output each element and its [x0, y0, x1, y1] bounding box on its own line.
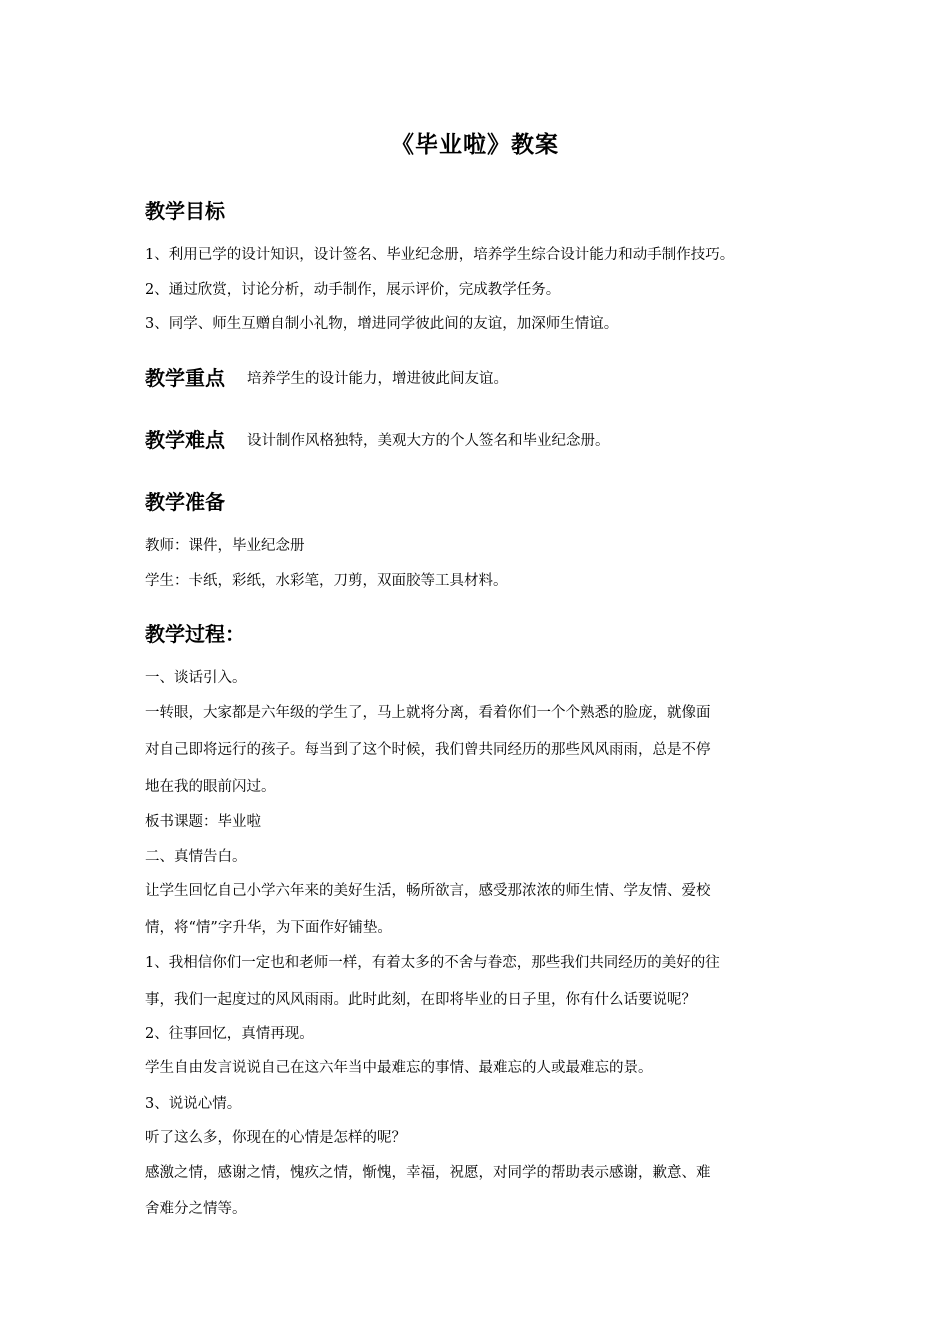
process-line: 感激之情，感谢之情，愧疚之情，惭愧，幸福，祝愿，对同学的帮助表示感谢，歉意、难	[145, 1165, 711, 1181]
process-line: 3、说说心情。	[145, 1096, 242, 1112]
process-line: 情，将“情”字升华，为下面作好铺垫。	[145, 920, 392, 936]
process-line: 让学生回忆自己小学六年来的美好生活，畅所欲言，感受那浓浓的师生情、学友情、爱校	[145, 883, 711, 899]
process-line: 对自己即将远行的孩子。每当到了这个时候，我们曾共同经历的那些风风雨雨，总是不停	[145, 742, 711, 758]
difficulty-row	[145, 424, 610, 453]
process-line: 听了这么多，你现在的心情是怎样的呢？	[145, 1130, 406, 1146]
document-title: 《毕业啦》教案	[391, 132, 559, 158]
process-heading: 教学过程：	[145, 622, 245, 646]
process-line: 学生自由发言说说自己在这六年当中最难忘的事情、最难忘的人或最难忘的景。	[145, 1060, 653, 1076]
difficulty-text: 设计制作风格独特，美观大方的个人签名和毕业纪念册。	[247, 433, 610, 449]
process-line: 1、我相信你们一定也和老师一样，有着太多的不舍与眷恋，那些我们共同经历的美好的往	[145, 955, 720, 971]
process-line: 板书课题：毕业啦	[145, 814, 261, 830]
process-line: 地在我的眼前闪过。	[145, 779, 276, 795]
process-line: 二、真情告白。	[145, 849, 247, 865]
process-line: 一、谈话引入。	[145, 670, 247, 686]
key-point-row	[145, 362, 508, 391]
key-point-text: 培养学生的设计能力，增进彼此间友谊。	[247, 371, 508, 387]
process-line: 舍难分之情等。	[145, 1201, 247, 1217]
objective-item: 1、利用已学的设计知识，设计签名、毕业纪念册，培养学生综合设计能力和动手制作技巧。	[145, 247, 735, 263]
difficulty-heading: 教学难点	[145, 428, 225, 452]
preparation-teacher: 教师：课件，毕业纪念册	[145, 538, 305, 554]
objectives-heading: 教学目标	[145, 199, 225, 223]
objective-item: 3、同学、师生互赠自制小礼物，增进同学彼此间的友谊，加深师生情谊。	[145, 316, 619, 332]
process-line: 一转眼，大家都是六年级的学生了，马上就将分离，看着你们一个个熟悉的脸庞，就像面	[145, 705, 711, 721]
preparation-student: 学生：卡纸，彩纸，水彩笔，刀剪，双面胶等工具材料。	[145, 573, 508, 589]
objective-item: 2、通过欣赏，讨论分析，动手制作，展示评价，完成教学任务。	[145, 282, 561, 298]
key-point-heading: 教学重点	[145, 366, 225, 390]
process-line: 2、往事回忆，真情再现。	[145, 1026, 314, 1042]
process-line: 事，我们一起度过的风风雨雨。此时此刻，在即将毕业的日子里，你有什么话要说呢？	[145, 992, 696, 1008]
preparation-heading: 教学准备	[145, 490, 225, 514]
